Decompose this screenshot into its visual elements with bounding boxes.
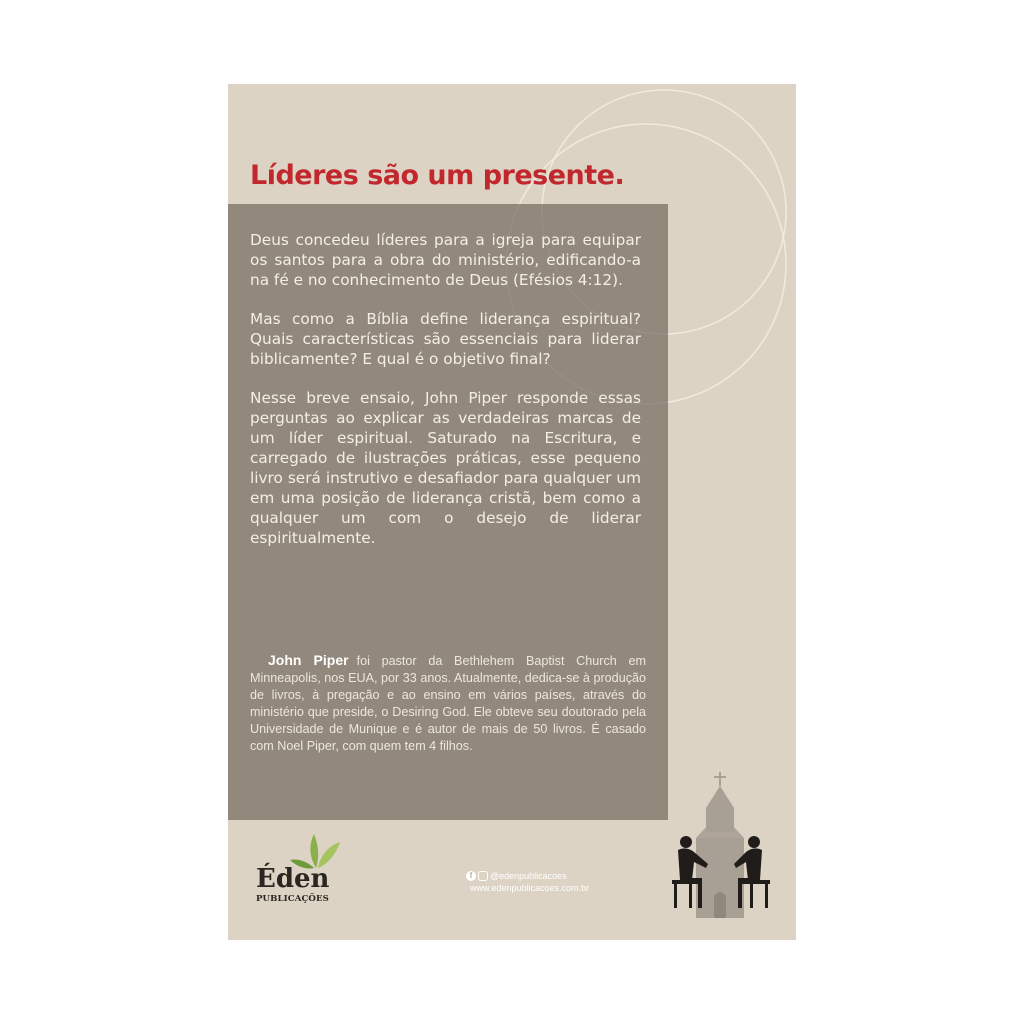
publisher-logo: [250, 828, 340, 908]
church-conversation-illustration: [668, 768, 788, 918]
publisher-contacts: [466, 870, 589, 894]
book-back-cover: [228, 84, 796, 940]
facebook-icon[interactable]: f: [466, 871, 476, 881]
author-bio: [250, 652, 646, 755]
paragraph-3: Nesse breve ensaio, John Piper responde essas perguntas ao explicar as verdadeiras marcas de um líder espiritual. Saturado na Escritura, e carregado de ilustrações práticas, esse pequeno livro será instrutivo e desafiador para qualquer um em uma posição de liderança cristã, bem como a qualquer um com o desejo de liderar espiritualmente.: [250, 389, 641, 547]
social-handle[interactable]: @edenpublicacoes: [490, 871, 567, 881]
paragraph-1: Deus concedeu líderes para a igreja para equipar os santos para a obra do ministério, edificando-a na fé e no conhecimento de Deus (Efésios 4:12).: [250, 231, 641, 289]
publisher-subtitle: PUBLICAÇÕES: [256, 894, 329, 904]
website[interactable]: www.edenpublicacoes.com.br: [470, 883, 590, 893]
publisher-name: Éden: [256, 864, 330, 894]
paragraph-2: Mas como a Bíblia define liderança espiritual? Quais características são essenciais para liderar biblicamente? E qual é o objetivo final?: [250, 310, 641, 368]
author-bio-text: foi pastor da Bethlehem Baptist Church em Minneapolis, nos EUA, por 33 anos. Atualmente, dedica-se à produção de livros, à pregação e ao ensino em vários países, através do ministério que preside, o Desiring God. Ele obteve seu doutorado pela Universidade de Munique e é autor de mais de 50 livros. É casado com Noel Piper, com quem tem 4 filhos.: [250, 654, 646, 753]
instagram-icon[interactable]: [478, 871, 488, 881]
author-name: John Piper: [268, 652, 349, 668]
description: [250, 230, 641, 567]
headline: Líderes são um presente.: [250, 160, 625, 191]
